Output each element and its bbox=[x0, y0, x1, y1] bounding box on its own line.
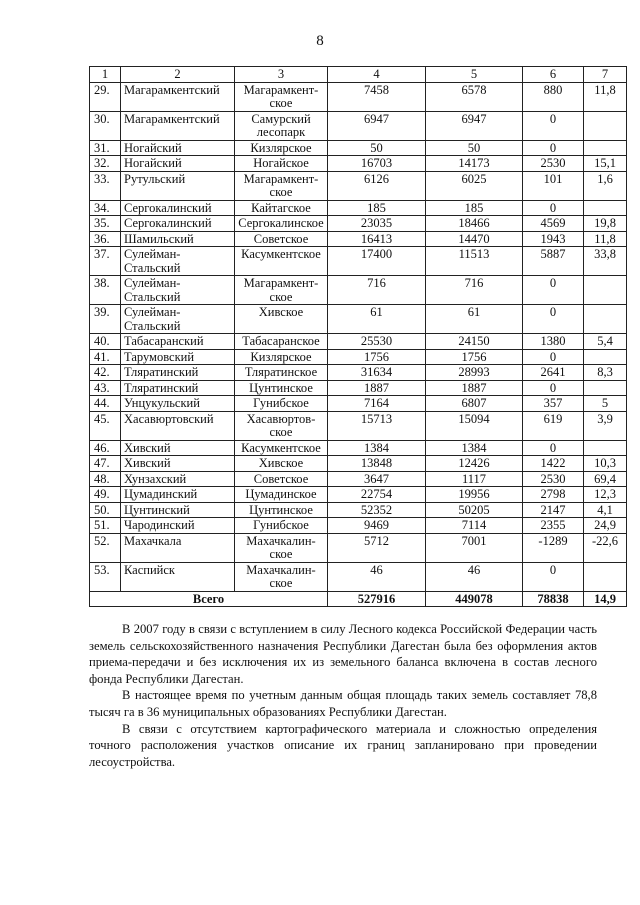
area-difference-cell: 0 bbox=[523, 140, 584, 156]
row-number-cell: 52. bbox=[90, 533, 121, 562]
district-name-cell: Хивский bbox=[121, 456, 235, 472]
row-number-cell: 47. bbox=[90, 456, 121, 472]
district-name-cell: Сулейман-Стальский bbox=[121, 276, 235, 305]
district-name-cell: Шамильский bbox=[121, 231, 235, 247]
area-total-cell: 31634 bbox=[328, 365, 426, 381]
percent-cell: 15,1 bbox=[584, 156, 627, 172]
area-difference-cell: 0 bbox=[523, 440, 584, 456]
district-name-cell: Чародинский bbox=[121, 518, 235, 534]
percent-cell bbox=[584, 140, 627, 156]
area-total-cell: 185 bbox=[328, 200, 426, 216]
percent-cell bbox=[584, 380, 627, 396]
table-row bbox=[90, 349, 627, 365]
forestry-name-cell: Цунтинское bbox=[235, 380, 328, 396]
area-total-cell: 1756 bbox=[328, 349, 426, 365]
area-forest-cell: 50 bbox=[426, 140, 523, 156]
percent-cell bbox=[584, 349, 627, 365]
area-forest-cell: 12426 bbox=[426, 456, 523, 472]
area-total-cell: 5712 bbox=[328, 533, 426, 562]
area-difference-cell: 0 bbox=[523, 380, 584, 396]
area-difference-cell: 2147 bbox=[523, 502, 584, 518]
district-name-cell: Хунзахский bbox=[121, 471, 235, 487]
area-difference-cell: 2641 bbox=[523, 365, 584, 381]
forestry-name-cell: Цумадинское bbox=[235, 487, 328, 503]
table-row bbox=[90, 247, 627, 276]
percent-cell: 5,4 bbox=[584, 334, 627, 350]
forestry-name-cell: Советское bbox=[235, 471, 328, 487]
total-difference: 78838 bbox=[523, 591, 584, 607]
area-difference-cell: 1380 bbox=[523, 334, 584, 350]
forestry-name-cell: Гунибское bbox=[235, 396, 328, 412]
area-difference-cell: 619 bbox=[523, 411, 584, 440]
percent-cell: 12,3 bbox=[584, 487, 627, 503]
table-row bbox=[90, 156, 627, 172]
area-total-cell: 50 bbox=[328, 140, 426, 156]
district-name-cell: Сергокалинский bbox=[121, 216, 235, 232]
table-row bbox=[90, 140, 627, 156]
table-row bbox=[90, 171, 627, 200]
district-name-cell: Сулейман-Стальский bbox=[121, 305, 235, 334]
percent-cell bbox=[584, 111, 627, 140]
forestry-name-cell: Гунибское bbox=[235, 518, 328, 534]
area-forest-cell: 24150 bbox=[426, 334, 523, 350]
header-cell: 5 bbox=[426, 67, 523, 83]
area-forest-cell: 1384 bbox=[426, 440, 523, 456]
header-cell: 1 bbox=[90, 67, 121, 83]
table-row bbox=[90, 396, 627, 412]
area-difference-cell: 880 bbox=[523, 82, 584, 111]
total-row bbox=[90, 591, 627, 607]
district-name-cell: Рутульский bbox=[121, 171, 235, 200]
table-row bbox=[90, 471, 627, 487]
area-forest-cell: 7114 bbox=[426, 518, 523, 534]
forestry-name-cell: Кизлярское bbox=[235, 349, 328, 365]
area-total-cell: 1384 bbox=[328, 440, 426, 456]
table-row bbox=[90, 216, 627, 232]
area-forest-cell: 14470 bbox=[426, 231, 523, 247]
forestry-name-cell: Махачкалин-ское bbox=[235, 533, 328, 562]
area-forest-cell: 28993 bbox=[426, 365, 523, 381]
percent-cell: 5 bbox=[584, 396, 627, 412]
area-difference-cell: 1943 bbox=[523, 231, 584, 247]
area-total-cell: 22754 bbox=[328, 487, 426, 503]
forestry-name-cell: Кайтагское bbox=[235, 200, 328, 216]
row-number-cell: 34. bbox=[90, 200, 121, 216]
row-number-cell: 35. bbox=[90, 216, 121, 232]
row-number-cell: 33. bbox=[90, 171, 121, 200]
forestry-name-cell: Хивское bbox=[235, 456, 328, 472]
table-row bbox=[90, 456, 627, 472]
table-row bbox=[90, 305, 627, 334]
area-forest-cell: 6578 bbox=[426, 82, 523, 111]
paragraph: В связи с отсутствием картографического материала и сложностью определения точного расположения участков описание их границ запланировано при проведении лесоустройства. bbox=[89, 721, 597, 769]
area-forest-cell: 1887 bbox=[426, 380, 523, 396]
area-difference-cell: 0 bbox=[523, 200, 584, 216]
table-body bbox=[90, 67, 627, 607]
forestry-name-cell: Цунтинское bbox=[235, 502, 328, 518]
row-number-cell: 48. bbox=[90, 471, 121, 487]
area-forest-cell: 15094 bbox=[426, 411, 523, 440]
area-total-cell: 15713 bbox=[328, 411, 426, 440]
area-difference-cell: 0 bbox=[523, 111, 584, 140]
district-name-cell: Табасаранский bbox=[121, 334, 235, 350]
table-row bbox=[90, 111, 627, 140]
row-number-cell: 38. bbox=[90, 276, 121, 305]
percent-cell: 19,8 bbox=[584, 216, 627, 232]
area-total-cell: 16703 bbox=[328, 156, 426, 172]
total-label: Всего bbox=[90, 591, 328, 607]
district-name-cell: Ногайский bbox=[121, 156, 235, 172]
row-number-cell: 37. bbox=[90, 247, 121, 276]
land-table bbox=[89, 66, 627, 607]
area-forest-cell: 6025 bbox=[426, 171, 523, 200]
percent-cell: 24,9 bbox=[584, 518, 627, 534]
row-number-cell: 31. bbox=[90, 140, 121, 156]
area-total-cell: 3647 bbox=[328, 471, 426, 487]
table-row bbox=[90, 200, 627, 216]
forestry-name-cell: Кизлярское bbox=[235, 140, 328, 156]
area-forest-cell: 14173 bbox=[426, 156, 523, 172]
row-number-cell: 51. bbox=[90, 518, 121, 534]
percent-cell: 3,9 bbox=[584, 411, 627, 440]
area-difference-cell: 0 bbox=[523, 305, 584, 334]
table-row bbox=[90, 562, 627, 591]
percent-cell bbox=[584, 305, 627, 334]
district-name-cell: Каспийск bbox=[121, 562, 235, 591]
page-number: 8 bbox=[316, 33, 324, 49]
area-total-cell: 61 bbox=[328, 305, 426, 334]
percent-cell bbox=[584, 200, 627, 216]
district-name-cell: Сергокалинский bbox=[121, 200, 235, 216]
percent-cell bbox=[584, 562, 627, 591]
table-row bbox=[90, 440, 627, 456]
paragraph: В настоящее время по учетным данным общая площадь таких земель составляет 78,8 тысяч га в 36 муниципальных образованиях Республики Дагестан. bbox=[89, 688, 597, 719]
forestry-name-cell: Тляратинское bbox=[235, 365, 328, 381]
table-row bbox=[90, 487, 627, 503]
total-forest: 449078 bbox=[426, 591, 523, 607]
percent-cell: 4,1 bbox=[584, 502, 627, 518]
row-number-cell: 36. bbox=[90, 231, 121, 247]
row-number-cell: 43. bbox=[90, 380, 121, 396]
forestry-name-cell: Табасаранское bbox=[235, 334, 328, 350]
district-name-cell: Ногайский bbox=[121, 140, 235, 156]
percent-cell: 11,8 bbox=[584, 231, 627, 247]
area-total-cell: 6126 bbox=[328, 171, 426, 200]
area-difference-cell: 1422 bbox=[523, 456, 584, 472]
district-name-cell: Унцукульский bbox=[121, 396, 235, 412]
forestry-name-cell: Магарамкент-ское bbox=[235, 82, 328, 111]
area-difference-cell: 2798 bbox=[523, 487, 584, 503]
area-forest-cell: 6947 bbox=[426, 111, 523, 140]
district-name-cell: Сулейман-Стальский bbox=[121, 247, 235, 276]
area-forest-cell: 18466 bbox=[426, 216, 523, 232]
header-cell: 7 bbox=[584, 67, 627, 83]
area-forest-cell: 11513 bbox=[426, 247, 523, 276]
row-number-cell: 39. bbox=[90, 305, 121, 334]
area-forest-cell: 19956 bbox=[426, 487, 523, 503]
row-number-cell: 40. bbox=[90, 334, 121, 350]
header-cell: 4 bbox=[328, 67, 426, 83]
row-number-cell: 42. bbox=[90, 365, 121, 381]
percent-cell bbox=[584, 276, 627, 305]
row-number-cell: 49. bbox=[90, 487, 121, 503]
district-name-cell: Магарамкентский bbox=[121, 111, 235, 140]
percent-cell: 10,3 bbox=[584, 456, 627, 472]
district-name-cell: Цумадинский bbox=[121, 487, 235, 503]
area-difference-cell: 0 bbox=[523, 349, 584, 365]
area-difference-cell: 2530 bbox=[523, 156, 584, 172]
percent-cell: 1,6 bbox=[584, 171, 627, 200]
area-total-cell: 16413 bbox=[328, 231, 426, 247]
district-name-cell: Хивский bbox=[121, 440, 235, 456]
forestry-name-cell: Касумкентское bbox=[235, 247, 328, 276]
forestry-name-cell: Хивское bbox=[235, 305, 328, 334]
row-number-cell: 53. bbox=[90, 562, 121, 591]
total-area: 527916 bbox=[328, 591, 426, 607]
total-percent: 14,9 bbox=[584, 591, 627, 607]
forestry-name-cell: Самурский лесопарк bbox=[235, 111, 328, 140]
percent-cell: -22,6 bbox=[584, 533, 627, 562]
area-difference-cell: 0 bbox=[523, 562, 584, 591]
row-number-cell: 45. bbox=[90, 411, 121, 440]
forestry-name-cell: Махачкалин-ское bbox=[235, 562, 328, 591]
header-cell: 3 bbox=[235, 67, 328, 83]
row-number-cell: 50. bbox=[90, 502, 121, 518]
forestry-name-cell: Магарамкент-ское bbox=[235, 171, 328, 200]
table-row bbox=[90, 380, 627, 396]
table-header-row bbox=[90, 67, 627, 83]
percent-cell: 11,8 bbox=[584, 82, 627, 111]
table-row bbox=[90, 365, 627, 381]
row-number-cell: 41. bbox=[90, 349, 121, 365]
percent-cell bbox=[584, 440, 627, 456]
area-forest-cell: 50205 bbox=[426, 502, 523, 518]
row-number-cell: 44. bbox=[90, 396, 121, 412]
district-name-cell: Махачкала bbox=[121, 533, 235, 562]
area-forest-cell: 1117 bbox=[426, 471, 523, 487]
table-row bbox=[90, 411, 627, 440]
body-text bbox=[89, 621, 597, 770]
district-name-cell: Магарамкентский bbox=[121, 82, 235, 111]
area-difference-cell: 2355 bbox=[523, 518, 584, 534]
area-difference-cell: 4569 bbox=[523, 216, 584, 232]
row-number-cell: 29. bbox=[90, 82, 121, 111]
area-total-cell: 1887 bbox=[328, 380, 426, 396]
area-total-cell: 7164 bbox=[328, 396, 426, 412]
area-difference-cell: 101 bbox=[523, 171, 584, 200]
area-total-cell: 52352 bbox=[328, 502, 426, 518]
forestry-name-cell: Советское bbox=[235, 231, 328, 247]
percent-cell: 8,3 bbox=[584, 365, 627, 381]
district-name-cell: Тляратинский bbox=[121, 380, 235, 396]
area-total-cell: 9469 bbox=[328, 518, 426, 534]
area-difference-cell: 357 bbox=[523, 396, 584, 412]
table-row bbox=[90, 334, 627, 350]
row-number-cell: 32. bbox=[90, 156, 121, 172]
area-total-cell: 7458 bbox=[328, 82, 426, 111]
district-name-cell: Тарумовский bbox=[121, 349, 235, 365]
header-cell: 6 bbox=[523, 67, 584, 83]
area-total-cell: 13848 bbox=[328, 456, 426, 472]
area-difference-cell: -1289 bbox=[523, 533, 584, 562]
area-difference-cell: 0 bbox=[523, 276, 584, 305]
area-forest-cell: 1756 bbox=[426, 349, 523, 365]
forestry-name-cell: Ногайское bbox=[235, 156, 328, 172]
table-row bbox=[90, 502, 627, 518]
table-row bbox=[90, 276, 627, 305]
area-forest-cell: 185 bbox=[426, 200, 523, 216]
area-total-cell: 716 bbox=[328, 276, 426, 305]
district-name-cell: Тляратинский bbox=[121, 365, 235, 381]
forestry-name-cell: Хасавюртов-ское bbox=[235, 411, 328, 440]
row-number-cell: 30. bbox=[90, 111, 121, 140]
area-difference-cell: 2530 bbox=[523, 471, 584, 487]
area-total-cell: 46 bbox=[328, 562, 426, 591]
area-total-cell: 6947 bbox=[328, 111, 426, 140]
area-forest-cell: 61 bbox=[426, 305, 523, 334]
table-row bbox=[90, 231, 627, 247]
forestry-name-cell: Касумкентское bbox=[235, 440, 328, 456]
forestry-name-cell: Магарамкент-ское bbox=[235, 276, 328, 305]
area-difference-cell: 5887 bbox=[523, 247, 584, 276]
area-total-cell: 17400 bbox=[328, 247, 426, 276]
header-cell: 2 bbox=[121, 67, 235, 83]
area-forest-cell: 716 bbox=[426, 276, 523, 305]
area-forest-cell: 6807 bbox=[426, 396, 523, 412]
percent-cell: 33,8 bbox=[584, 247, 627, 276]
district-name-cell: Цунтинский bbox=[121, 502, 235, 518]
percent-cell: 69,4 bbox=[584, 471, 627, 487]
table-row bbox=[90, 82, 627, 111]
table-row bbox=[90, 533, 627, 562]
forestry-name-cell: Сергокалинское bbox=[235, 216, 328, 232]
area-total-cell: 23035 bbox=[328, 216, 426, 232]
district-name-cell: Хасавюртовский bbox=[121, 411, 235, 440]
table-row bbox=[90, 518, 627, 534]
paragraph: В 2007 году в связи с вступлением в силу Лесного кодекса Российской Федерации часть земель сельскохозяйственного назначения Республики Дагестан была без оформления актов приема-передачи и без исключения их из земельного баланса включена в состав лесного фонда Республики Дагестан. bbox=[89, 622, 597, 686]
area-forest-cell: 46 bbox=[426, 562, 523, 591]
area-forest-cell: 7001 bbox=[426, 533, 523, 562]
row-number-cell: 46. bbox=[90, 440, 121, 456]
area-total-cell: 25530 bbox=[328, 334, 426, 350]
